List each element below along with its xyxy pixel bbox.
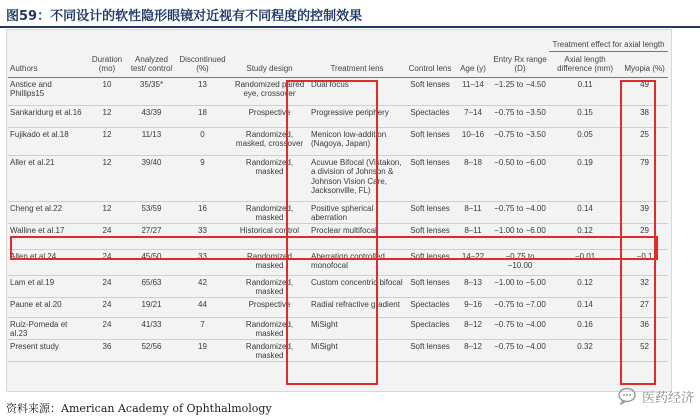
cell-study-design: Randomized masked	[230, 249, 309, 275]
cell-discontinued: 16	[175, 201, 230, 223]
cell-entry-rx: −1.00 to −5.00	[491, 275, 549, 297]
cell-axial-length: 0.19	[549, 155, 621, 201]
cell-study-design: Randomized, masked	[230, 339, 309, 361]
cell-analyzed: 19/21	[128, 297, 175, 317]
cell-axial-length: −0.01	[549, 249, 621, 275]
cell-control-lens: Soft lenses	[405, 339, 455, 361]
cell-myopia: 79	[621, 155, 668, 201]
cell-myopia: 27	[621, 297, 668, 317]
table-row	[8, 127, 668, 155]
cell-duration: 12	[86, 201, 128, 223]
table-row	[8, 155, 668, 201]
col-header-myopia: Myopia (%)	[621, 51, 668, 77]
cell-analyzed: 52/56	[128, 339, 175, 361]
cell-duration: 24	[86, 223, 128, 249]
cell-entry-rx: −0.75 to −4.00	[491, 317, 549, 339]
study-comparison-table	[8, 31, 668, 362]
cell-study-design: Randomized, masked	[230, 275, 309, 297]
table-row	[8, 105, 668, 127]
cell-entry-rx: −0.75 to −3.50	[491, 127, 549, 155]
cell-discontinued: 13	[175, 77, 230, 105]
cell-myopia: 25	[621, 127, 668, 155]
cell-age: 7–14	[455, 105, 491, 127]
cell-control-lens: Soft lenses	[405, 275, 455, 297]
cell-age: 8–11	[455, 201, 491, 223]
cell-study-design: Prospective	[230, 297, 309, 317]
cell-treatment-lens: Radial refractive gradient	[309, 297, 405, 317]
cell-axial-length: 0.16	[549, 317, 621, 339]
cell-control-lens: Soft lenses	[405, 155, 455, 201]
cell-authors: Cheng et al.22	[8, 201, 86, 223]
cell-analyzed: 65/63	[128, 275, 175, 297]
group-header-treatment-effect: Treatment effect for axial length	[549, 31, 668, 51]
cell-axial-length: 0.14	[549, 201, 621, 223]
cell-authors: Walline et al.17	[8, 223, 86, 249]
col-header-control-lens: Control lens	[405, 51, 455, 77]
cell-entry-rx: −0.75 to −3.50	[491, 105, 549, 127]
cell-age: 14–22	[455, 249, 491, 275]
cell-axial-length: 0.12	[549, 223, 621, 249]
cell-myopia: 39	[621, 201, 668, 223]
cell-treatment-lens: MiSight	[309, 317, 405, 339]
cell-entry-rx: −0.75 to −10.00	[491, 249, 549, 275]
chat-bubble-icon	[618, 387, 638, 405]
cell-duration: 10	[86, 77, 128, 105]
cell-authors: Aller et al.21	[8, 155, 86, 201]
watermark-text: 医药经济	[641, 390, 694, 406]
figure-title: 图59：不同设计的软性隐形眼镜对近视有不同程度的控制效果	[6, 9, 363, 24]
cell-control-lens: Soft lenses	[405, 127, 455, 155]
cell-treatment-lens: Dual focus	[309, 77, 405, 105]
col-header-entry-rx: Entry Rx range (D)	[491, 51, 549, 77]
cell-age: 8–13	[455, 275, 491, 297]
col-header-axial-length: Axial length difference (mm)	[549, 51, 621, 77]
cell-myopia: 36	[621, 317, 668, 339]
cell-study-design: Randomized, masked, crossover	[230, 127, 309, 155]
table-row	[8, 249, 668, 275]
cell-discontinued: 33	[175, 249, 230, 275]
watermark	[618, 385, 694, 407]
cell-authors: Ruiz-Pomeda et al.23	[8, 317, 86, 339]
cell-analyzed: 27/27	[128, 223, 175, 249]
header-group-row	[8, 31, 668, 51]
cell-duration: 24	[86, 275, 128, 297]
source-note: 资料来源：American Academy of Ophthalmology	[6, 402, 272, 415]
cell-control-lens: Soft lenses	[405, 223, 455, 249]
cell-myopia: −0.1	[621, 249, 668, 275]
table-row	[8, 297, 668, 317]
table-row	[8, 275, 668, 297]
cell-treatment-lens: Menicon low-addition (Nagoya, Japan)	[309, 127, 405, 155]
cell-treatment-lens: Proclear multifocal	[309, 223, 405, 249]
table-row	[8, 317, 668, 339]
cell-study-design: Randomized, masked	[230, 155, 309, 201]
cell-treatment-lens: MiSight	[309, 339, 405, 361]
col-header-analyzed: Analyzed test/ control	[128, 51, 175, 77]
cell-axial-length: 0.32	[549, 339, 621, 361]
cell-treatment-lens: Positive spherical aberration	[309, 201, 405, 223]
title-divider	[0, 26, 700, 28]
cell-age: 8–11	[455, 223, 491, 249]
cell-entry-rx: −0.75 to −4.00	[491, 201, 549, 223]
cell-age: 8–12	[455, 339, 491, 361]
col-header-authors: Authors	[8, 51, 86, 77]
cell-authors: Lam et al.19	[8, 275, 86, 297]
cell-duration: 24	[86, 317, 128, 339]
cell-treatment-lens: Aberration controlled monofocal	[309, 249, 405, 275]
cell-age: 8–18	[455, 155, 491, 201]
cell-analyzed: 43/39	[128, 105, 175, 127]
cell-age: 8–12	[455, 317, 491, 339]
cell-age: 11–14	[455, 77, 491, 105]
cell-duration: 24	[86, 249, 128, 275]
cell-control-lens: Spectacles	[405, 297, 455, 317]
cell-authors: Fujikado et al.18	[8, 127, 86, 155]
cell-control-lens: Spectacles	[405, 105, 455, 127]
cell-discontinued: 19	[175, 339, 230, 361]
cell-authors: Allen et al.24	[8, 249, 86, 275]
col-header-study-design: Study design	[230, 51, 309, 77]
cell-myopia: 32	[621, 275, 668, 297]
cell-discontinued: 44	[175, 297, 230, 317]
cell-duration: 12	[86, 155, 128, 201]
cell-analyzed: 41/33	[128, 317, 175, 339]
cell-study-design: Randomized paired eye, crossover	[230, 77, 309, 105]
table-row	[8, 201, 668, 223]
cell-myopia: 29	[621, 223, 668, 249]
table-body	[8, 77, 668, 361]
cell-treatment-lens: Progressive periphery	[309, 105, 405, 127]
cell-myopia: 52	[621, 339, 668, 361]
cell-age: 9–16	[455, 297, 491, 317]
cell-discontinued: 0	[175, 127, 230, 155]
cell-study-design: Prospective	[230, 105, 309, 127]
cell-treatment-lens: Custom concentric bifocal	[309, 275, 405, 297]
cell-duration: 12	[86, 105, 128, 127]
cell-authors: Sankaridurg et al.16	[8, 105, 86, 127]
cell-control-lens: Soft lenses	[405, 201, 455, 223]
cell-control-lens: Spectacles	[405, 317, 455, 339]
table-row	[8, 223, 668, 249]
cell-analyzed: 11/13	[128, 127, 175, 155]
cell-analyzed: 53/59	[128, 201, 175, 223]
cell-control-lens: Soft lenses	[405, 249, 455, 275]
col-header-duration: Duration (mo)	[86, 51, 128, 77]
cell-analyzed: 39/40	[128, 155, 175, 201]
cell-discontinued: 18	[175, 105, 230, 127]
cell-duration: 12	[86, 127, 128, 155]
cell-duration: 24	[86, 297, 128, 317]
cell-axial-length: 0.14	[549, 297, 621, 317]
cell-authors: Paune et al.20	[8, 297, 86, 317]
cell-axial-length: 0.12	[549, 275, 621, 297]
cell-myopia: 38	[621, 105, 668, 127]
cell-entry-rx: −0.75 to −4.00	[491, 339, 549, 361]
cell-study-design: Randomized, masked	[230, 201, 309, 223]
cell-study-design: Randomized, masked	[230, 317, 309, 339]
cell-analyzed: 45/50	[128, 249, 175, 275]
cell-entry-rx: −1.25 to −4.50	[491, 77, 549, 105]
header-row	[8, 51, 668, 77]
cell-myopia: 49	[621, 77, 668, 105]
col-header-age: Age (y)	[455, 51, 491, 77]
cell-discontinued: 33	[175, 223, 230, 249]
cell-discontinued: 7	[175, 317, 230, 339]
cell-control-lens: Soft lenses	[405, 77, 455, 105]
cell-axial-length: 0.11	[549, 77, 621, 105]
cell-axial-length: 0.15	[549, 105, 621, 127]
cell-entry-rx: −0.50 to −6.00	[491, 155, 549, 201]
cell-entry-rx: −1.00 to −6.00	[491, 223, 549, 249]
col-header-discontinued: Discontinued (%)	[175, 51, 230, 77]
cell-study-design: Historical control	[230, 223, 309, 249]
cell-age: 10–16	[455, 127, 491, 155]
col-header-treatment-lens: Treatment lens	[309, 51, 405, 77]
cell-discontinued: 42	[175, 275, 230, 297]
cell-treatment-lens: Acuvue Bifocal (Vistakon, a division of Johnson & Johnson Vision Care, Jacksonville, FL)	[309, 155, 405, 201]
cell-discontinued: 9	[175, 155, 230, 201]
cell-axial-length: 0.05	[549, 127, 621, 155]
cell-duration: 36	[86, 339, 128, 361]
cell-authors: Anstice and Phillips15	[8, 77, 86, 105]
cell-entry-rx: −0.75 to −7.00	[491, 297, 549, 317]
table-row	[8, 339, 668, 361]
cell-analyzed: 35/35*	[128, 77, 175, 105]
table-row	[8, 77, 668, 105]
cell-authors: Present study	[8, 339, 86, 361]
